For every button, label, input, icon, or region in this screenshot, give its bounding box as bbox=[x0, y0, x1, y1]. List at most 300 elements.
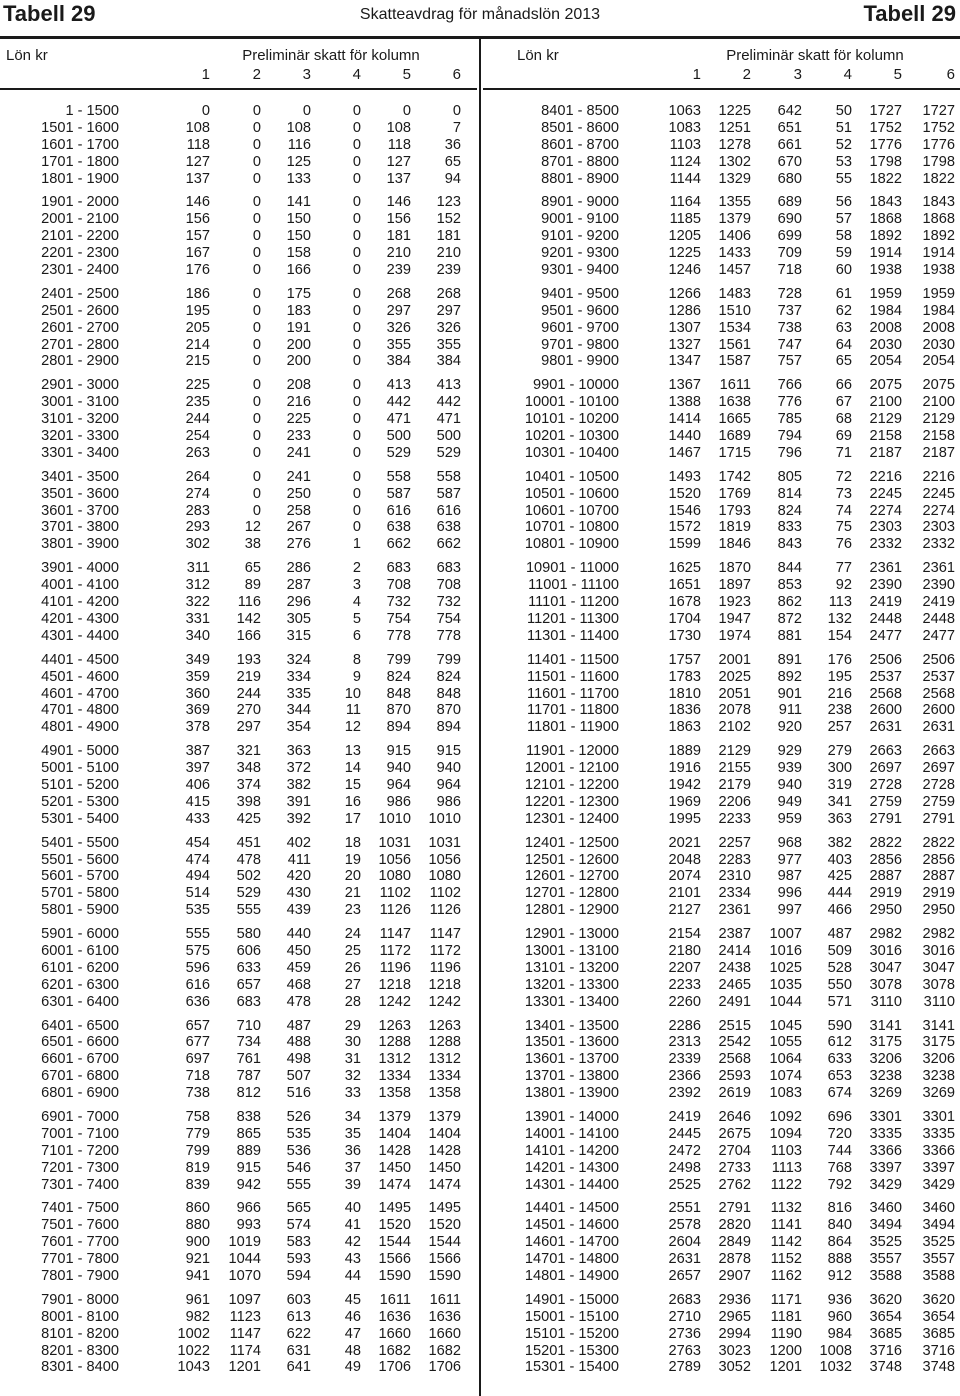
tax-column-6-cell: 2537 bbox=[922, 668, 955, 685]
table-row bbox=[483, 811, 960, 828]
income-range-cell: 9601 - 9700 bbox=[541, 319, 619, 336]
tax-column-3-cell: 766 bbox=[777, 377, 802, 394]
tax-column-1-cell: 195 bbox=[185, 302, 210, 319]
tax-column-3-cell: 718 bbox=[777, 262, 802, 279]
tax-column-4-cell: 60 bbox=[835, 262, 852, 279]
tax-column-6-cell: 587 bbox=[436, 485, 461, 502]
tax-column-6-cell: 2008 bbox=[922, 319, 955, 336]
table-row bbox=[0, 1359, 477, 1376]
tax-column-2-cell: 0 bbox=[252, 302, 261, 319]
tax-column-5-cell: 2030 bbox=[869, 336, 902, 353]
tax-column-5-cell: 824 bbox=[386, 668, 411, 685]
tax-column-6-cell: 3175 bbox=[922, 1034, 955, 1051]
income-range-cell: 11501 - 11600 bbox=[527, 668, 619, 685]
tax-column-5-cell: 1242 bbox=[378, 993, 411, 1010]
tax-column-3-cell: 757 bbox=[777, 353, 802, 370]
tax-column-4-cell: 612 bbox=[827, 1034, 852, 1051]
income-range-cell: 10501 - 10600 bbox=[524, 485, 619, 502]
tax-column-4-cell: 3 bbox=[352, 577, 361, 594]
income-range-cell: 13201 - 13300 bbox=[524, 976, 619, 993]
income-range-cell: 15301 - 15400 bbox=[524, 1359, 619, 1376]
tax-column-2-cell: 865 bbox=[236, 1125, 261, 1142]
tax-column-2-cell: 2878 bbox=[718, 1251, 751, 1268]
tax-column-1-cell: 2551 bbox=[668, 1200, 701, 1217]
tax-column-4-cell: 43 bbox=[344, 1251, 361, 1268]
tax-column-4-cell: 319 bbox=[827, 776, 852, 793]
tax-column-4-cell: 0 bbox=[352, 245, 361, 262]
table-row bbox=[483, 303, 960, 320]
tax-column-3-cell: 141 bbox=[286, 194, 311, 211]
tax-column-6-cell: 1334 bbox=[428, 1068, 461, 1085]
tax-column-1-cell: 2631 bbox=[668, 1251, 701, 1268]
tax-column-1-cell: 1347 bbox=[668, 353, 701, 370]
tax-column-6-cell: 3525 bbox=[922, 1234, 955, 1251]
income-range-cell: 6701 - 6800 bbox=[41, 1068, 119, 1085]
tax-column-5-cell: 1822 bbox=[869, 170, 902, 187]
tax-column-3-cell: 468 bbox=[286, 976, 311, 993]
table-row bbox=[0, 628, 477, 645]
tax-column-3-cell: 1035 bbox=[769, 976, 802, 993]
tax-column-5-cell: 2245 bbox=[869, 485, 902, 502]
tax-column-4-cell: 77 bbox=[835, 560, 852, 577]
income-range-cell: 12401 - 12500 bbox=[524, 834, 619, 851]
tax-column-1-cell: 1286 bbox=[668, 302, 701, 319]
tax-column-4-cell: 792 bbox=[827, 1176, 852, 1193]
tax-column-6-cell: 239 bbox=[436, 262, 461, 279]
income-range-cell: 8601 - 8700 bbox=[541, 136, 619, 153]
tax-column-3-cell: 334 bbox=[286, 668, 311, 685]
tax-column-4-cell: 12 bbox=[344, 719, 361, 736]
tax-column-5-cell: 1892 bbox=[869, 228, 902, 245]
tax-column-1-cell: 1063 bbox=[668, 103, 701, 119]
column-number: 6 bbox=[946, 66, 955, 83]
tax-column-6-cell: 1868 bbox=[922, 211, 955, 228]
tax-column-5-cell: 268 bbox=[386, 285, 411, 302]
tax-column-6-cell: 268 bbox=[436, 285, 461, 302]
table-row bbox=[483, 1268, 960, 1285]
tax-column-6-cell: 1776 bbox=[922, 136, 955, 153]
tax-column-6-cell: 1959 bbox=[922, 285, 955, 302]
table-row bbox=[0, 154, 477, 171]
tax-column-1-cell: 254 bbox=[185, 428, 210, 445]
tax-column-2-cell: 1379 bbox=[718, 211, 751, 228]
tax-column-4-cell: 17 bbox=[344, 810, 361, 827]
tax-column-4-cell: 10 bbox=[344, 685, 361, 702]
tax-column-label: Preliminär skatt för kolumn bbox=[242, 47, 420, 64]
tax-column-5-cell: 1126 bbox=[379, 902, 411, 919]
tax-column-6-cell: 3269 bbox=[922, 1085, 955, 1102]
tax-column-5-cell: 1727 bbox=[869, 103, 902, 119]
row-group bbox=[0, 286, 477, 370]
tax-column-1-cell: 1083 bbox=[668, 119, 701, 136]
tax-column-4-cell: 912 bbox=[827, 1268, 852, 1284]
document-title: Skatteavdrag för månadslön 2013 bbox=[359, 6, 601, 23]
income-range-cell: 5501 - 5600 bbox=[41, 851, 119, 868]
tax-column-2-cell: 0 bbox=[252, 485, 261, 502]
tax-column-4-cell: 13 bbox=[344, 743, 361, 760]
tax-column-3-cell: 200 bbox=[286, 353, 311, 370]
income-range-cell: 12701 - 12800 bbox=[524, 885, 619, 902]
tax-column-6-cell: 94 bbox=[444, 170, 461, 187]
tax-column-4-cell: 65 bbox=[835, 353, 852, 370]
income-range-cell: 11001 - 11100 bbox=[528, 577, 619, 594]
tax-column-6-cell: 2303 bbox=[922, 519, 955, 536]
tax-column-5-cell: 2663 bbox=[869, 743, 902, 760]
table-row bbox=[483, 1359, 960, 1376]
tax-column-3-cell: 459 bbox=[286, 959, 311, 976]
income-range-cell: 8201 - 8300 bbox=[41, 1342, 119, 1359]
income-range-cell: 12901 - 13000 bbox=[524, 926, 619, 943]
tax-column-2-cell: 12 bbox=[244, 519, 261, 536]
tax-column-2-cell: 1123 bbox=[229, 1308, 261, 1325]
tax-column-1-cell: 1969 bbox=[668, 793, 701, 810]
income-range-cell: 10901 - 11000 bbox=[525, 560, 619, 577]
table-row bbox=[0, 377, 477, 394]
table-row bbox=[0, 1051, 477, 1068]
tax-column-4-cell: 960 bbox=[827, 1308, 852, 1325]
tax-column-1-cell: 880 bbox=[185, 1217, 210, 1234]
table-row bbox=[483, 868, 960, 885]
tax-column-6-cell: 3206 bbox=[922, 1051, 955, 1068]
tax-column-4-cell: 75 bbox=[835, 519, 852, 536]
tax-column-6-cell: 1126 bbox=[429, 902, 461, 919]
table-row bbox=[0, 469, 477, 486]
table-row bbox=[483, 428, 960, 445]
tax-column-5-cell: 1010 bbox=[378, 810, 411, 827]
row-group bbox=[483, 560, 960, 644]
tax-column-6-cell: 2568 bbox=[922, 685, 955, 702]
table-row bbox=[483, 760, 960, 777]
tax-column-4-cell: 816 bbox=[827, 1200, 852, 1217]
income-range-cell: 8701 - 8800 bbox=[541, 153, 619, 170]
tax-column-4-cell: 5 bbox=[352, 610, 361, 627]
tax-column-6-cell: 3238 bbox=[922, 1068, 955, 1085]
tax-column-2-cell: 2361 bbox=[718, 902, 751, 919]
tax-column-2-cell: 297 bbox=[236, 719, 261, 736]
tax-column-5-cell: 3494 bbox=[869, 1217, 902, 1234]
tax-column-2-cell: 0 bbox=[252, 285, 261, 302]
tax-column-6-cell: 1566 bbox=[428, 1251, 461, 1268]
tax-column-1-cell: 2789 bbox=[668, 1359, 701, 1376]
tax-column-4-cell: 62 bbox=[835, 302, 852, 319]
tax-column-3-cell: 536 bbox=[286, 1142, 311, 1159]
tax-column-5-cell: 2274 bbox=[869, 502, 902, 519]
tax-column-4-cell: 26 bbox=[344, 959, 361, 976]
tax-column-5-cell: 108 bbox=[386, 119, 411, 136]
tax-column-3-cell: 594 bbox=[286, 1268, 311, 1284]
tax-column-2-cell: 529 bbox=[236, 885, 261, 902]
tax-column-1-cell: 2260 bbox=[668, 993, 701, 1010]
tax-column-2-cell: 1665 bbox=[718, 411, 751, 428]
tax-column-6-cell: 1682 bbox=[428, 1342, 461, 1359]
income-range-cell: 3701 - 3800 bbox=[41, 519, 119, 536]
table-row bbox=[483, 885, 960, 902]
tax-column-2-cell: 0 bbox=[252, 245, 261, 262]
tax-column-3-cell: 392 bbox=[286, 810, 311, 827]
tax-column-2-cell: 2179 bbox=[718, 776, 751, 793]
tax-column-4-cell: 31 bbox=[344, 1051, 361, 1068]
tax-column-2-cell: 2310 bbox=[718, 868, 751, 885]
tax-column-3-cell: 225 bbox=[286, 411, 311, 428]
tax-column-3-cell: 641 bbox=[286, 1359, 311, 1376]
tax-column-1-cell: 555 bbox=[185, 926, 210, 943]
tax-column-3-cell: 535 bbox=[286, 1125, 311, 1142]
tax-column-3-cell: 1181 bbox=[770, 1308, 802, 1325]
tax-column-1-cell: 118 bbox=[186, 136, 210, 153]
tax-column-6-cell: 1843 bbox=[922, 194, 955, 211]
income-range-cell: 2701 - 2800 bbox=[41, 336, 119, 353]
tax-column-6-cell: 2728 bbox=[922, 776, 955, 793]
tax-column-6-cell: 3557 bbox=[922, 1251, 955, 1268]
tax-column-2-cell: 1819 bbox=[718, 519, 751, 536]
tax-column-1-cell: 214 bbox=[185, 336, 210, 353]
tax-column-5-cell: 3685 bbox=[869, 1325, 902, 1342]
tax-column-3-cell: 929 bbox=[777, 743, 802, 760]
tax-column-1-cell: 636 bbox=[185, 993, 210, 1010]
income-range-cell: 9401 - 9500 bbox=[541, 285, 619, 302]
tax-column-3-cell: 949 bbox=[777, 793, 802, 810]
tax-column-2-cell: 1947 bbox=[718, 610, 751, 627]
tax-column-3-cell: 250 bbox=[286, 485, 311, 502]
tax-column-6-cell: 1520 bbox=[428, 1217, 461, 1234]
table-row bbox=[483, 469, 960, 486]
table-row bbox=[483, 852, 960, 869]
tax-column-6-cell: 2982 bbox=[922, 926, 955, 943]
income-range-cell: 4301 - 4400 bbox=[41, 627, 119, 644]
income-range-cell: 11101 - 11200 bbox=[528, 594, 619, 611]
income-range-cell: 13901 - 14000 bbox=[524, 1108, 619, 1125]
tax-column-3-cell: 267 bbox=[286, 519, 311, 536]
row-group bbox=[483, 1200, 960, 1284]
table-row bbox=[483, 611, 960, 628]
tax-column-3-cell: 526 bbox=[286, 1108, 311, 1125]
table-row bbox=[0, 1268, 477, 1285]
tax-column-3-cell: 133 bbox=[286, 170, 311, 187]
tax-column-2-cell: 580 bbox=[236, 926, 261, 943]
tax-column-3-cell: 593 bbox=[286, 1251, 311, 1268]
tax-column-5-cell: 2448 bbox=[869, 610, 902, 627]
tax-column-5-cell: 1288 bbox=[378, 1034, 411, 1051]
table-row bbox=[483, 594, 960, 611]
tax-column-2-cell: 787 bbox=[236, 1068, 261, 1085]
tax-column-5-cell: 1636 bbox=[378, 1308, 411, 1325]
tax-column-2-cell: 1251 bbox=[718, 119, 751, 136]
table-row bbox=[0, 611, 477, 628]
tax-column-6-cell: 3654 bbox=[922, 1308, 955, 1325]
income-range-cell: 14401 - 14500 bbox=[524, 1200, 619, 1217]
column-header-row bbox=[0, 39, 477, 64]
tax-column-2-cell: 478 bbox=[236, 851, 261, 868]
income-range-cell: 4501 - 4600 bbox=[41, 668, 119, 685]
tax-column-5-cell: 146 bbox=[386, 194, 411, 211]
tax-column-1-cell: 2419 bbox=[668, 1108, 701, 1125]
tax-column-1-cell: 176 bbox=[185, 262, 210, 279]
tax-column-2-cell: 2733 bbox=[718, 1159, 751, 1176]
column-number: 3 bbox=[793, 66, 802, 83]
income-range-cell: 1601 - 1700 bbox=[41, 136, 119, 153]
tax-column-1-cell: 1414 bbox=[668, 411, 701, 428]
tax-column-6-cell: 683 bbox=[436, 560, 461, 577]
tax-column-4-cell: 444 bbox=[827, 885, 852, 902]
tax-column-3-cell: 613 bbox=[286, 1308, 311, 1325]
table-row bbox=[0, 1085, 477, 1102]
tax-column-5-cell: 2856 bbox=[869, 851, 902, 868]
income-range-cell: 15101 - 15200 bbox=[524, 1325, 619, 1342]
tax-column-6-cell: 0 bbox=[452, 103, 461, 119]
tax-column-6-cell: 799 bbox=[436, 651, 461, 668]
tax-column-2-cell: 1278 bbox=[718, 136, 751, 153]
tax-column-3-cell: 709 bbox=[777, 245, 802, 262]
tax-column-6-cell: 2950 bbox=[922, 902, 955, 919]
tax-column-2-cell: 657 bbox=[236, 976, 261, 993]
tax-column-3-cell: 892 bbox=[777, 668, 802, 685]
row-group bbox=[0, 652, 477, 736]
tax-column-1-cell: 2021 bbox=[668, 834, 701, 851]
income-range-cell: 3501 - 3600 bbox=[41, 485, 119, 502]
table-row bbox=[0, 669, 477, 686]
tax-column-6-cell: 1428 bbox=[428, 1142, 461, 1159]
tax-column-6-cell: 3429 bbox=[922, 1176, 955, 1193]
column-number: 2 bbox=[742, 66, 751, 83]
tax-column-1-cell: 1185 bbox=[669, 211, 701, 228]
table-row bbox=[0, 1200, 477, 1217]
tax-column-3-cell: 661 bbox=[777, 136, 802, 153]
table-row bbox=[483, 943, 960, 960]
tax-column-1-cell: 264 bbox=[185, 468, 210, 485]
tax-column-1-cell: 1043 bbox=[177, 1359, 210, 1376]
tax-column-5-cell: 1172 bbox=[379, 942, 411, 959]
income-range-cell: 11601 - 11700 bbox=[527, 685, 619, 702]
tax-column-5-cell: 638 bbox=[386, 519, 411, 536]
tax-column-1-cell: 397 bbox=[185, 760, 210, 777]
income-range-cell: 7601 - 7700 bbox=[41, 1234, 119, 1251]
tax-column-4-cell: 0 bbox=[352, 136, 361, 153]
income-range-cell: 11901 - 12000 bbox=[525, 743, 619, 760]
income-range-cell: 3001 - 3100 bbox=[41, 394, 119, 411]
row-group bbox=[0, 743, 477, 827]
tax-column-5-cell: 1843 bbox=[869, 194, 902, 211]
tax-column-6-cell: 3366 bbox=[922, 1142, 955, 1159]
tax-column-1-cell: 263 bbox=[185, 444, 210, 461]
tax-column-5-cell: 1312 bbox=[378, 1051, 411, 1068]
income-range-cell: 6301 - 6400 bbox=[41, 993, 119, 1010]
tax-column-3-cell: 1055 bbox=[769, 1034, 802, 1051]
column-number: 2 bbox=[252, 66, 261, 83]
tax-column-2-cell: 1147 bbox=[229, 1325, 261, 1342]
income-range-cell: 9501 - 9600 bbox=[541, 302, 619, 319]
tax-column-1-cell: 900 bbox=[185, 1234, 210, 1251]
tax-column-5-cell: 2568 bbox=[869, 685, 902, 702]
tax-column-2-cell: 0 bbox=[252, 119, 261, 136]
tax-column-2-cell: 2820 bbox=[718, 1217, 751, 1234]
income-range-cell: 12001 - 12100 bbox=[524, 760, 619, 777]
tax-column-3-cell: 891 bbox=[777, 651, 802, 668]
tax-column-1-cell: 596 bbox=[185, 959, 210, 976]
tax-column-5-cell: 156 bbox=[386, 211, 411, 228]
tax-column-1-cell: 474 bbox=[185, 851, 210, 868]
tax-column-5-cell: 1520 bbox=[378, 1217, 411, 1234]
tax-column-2-cell: 0 bbox=[252, 103, 261, 119]
tax-column-1-cell: 1916 bbox=[668, 760, 701, 777]
tax-column-1-cell: 982 bbox=[185, 1308, 210, 1325]
table-row bbox=[483, 1126, 960, 1143]
tax-column-3-cell: 175 bbox=[286, 285, 311, 302]
table-row bbox=[0, 1309, 477, 1326]
tax-column-5-cell: 3016 bbox=[869, 942, 902, 959]
tax-column-4-cell: 18 bbox=[344, 834, 361, 851]
tax-column-5-cell: 1450 bbox=[378, 1159, 411, 1176]
tax-column-4-cell: 279 bbox=[827, 743, 852, 760]
table-row bbox=[0, 194, 477, 211]
table-row bbox=[0, 577, 477, 594]
tax-column-4-cell: 49 bbox=[344, 1359, 361, 1376]
table-row bbox=[483, 211, 960, 228]
tax-column-5-cell: 1080 bbox=[378, 868, 411, 885]
table-row bbox=[0, 503, 477, 520]
tax-column-4-cell: 9 bbox=[352, 668, 361, 685]
income-range-cell: 6001 - 6100 bbox=[41, 942, 119, 959]
table-row bbox=[0, 760, 477, 777]
tax-column-4-cell: 15 bbox=[344, 776, 361, 793]
income-range-cell: 4601 - 4700 bbox=[41, 685, 119, 702]
tax-column-3-cell: 158 bbox=[286, 245, 311, 262]
tax-column-6-cell: 2791 bbox=[922, 810, 955, 827]
tax-column-4-cell: 0 bbox=[352, 103, 361, 119]
tax-column-2-cell: 1329 bbox=[718, 170, 751, 187]
income-range-cell: 7301 - 7400 bbox=[41, 1176, 119, 1193]
tax-column-3-cell: 354 bbox=[286, 719, 311, 736]
tax-column-2-cell: 1044 bbox=[228, 1251, 261, 1268]
income-range-cell: 15001 - 15100 bbox=[524, 1308, 619, 1325]
tax-column-3-cell: 959 bbox=[777, 810, 802, 827]
tax-column-6-cell: 2054 bbox=[922, 353, 955, 370]
tax-column-6-cell: 1892 bbox=[922, 228, 955, 245]
tax-column-3-cell: 574 bbox=[286, 1217, 311, 1234]
tax-column-3-cell: 287 bbox=[286, 577, 311, 594]
tax-column-6-cell: 1798 bbox=[922, 153, 955, 170]
tax-column-3-cell: 200 bbox=[286, 336, 311, 353]
tax-column-5-cell: 384 bbox=[386, 353, 411, 370]
tax-column-4-cell: 37 bbox=[344, 1159, 361, 1176]
column-number: 3 bbox=[302, 66, 311, 83]
table-row bbox=[0, 303, 477, 320]
tax-column-3-cell: 872 bbox=[777, 610, 802, 627]
tax-column-4-cell: 32 bbox=[344, 1068, 361, 1085]
table-row bbox=[483, 137, 960, 154]
tax-column-6-cell: 2075 bbox=[922, 377, 955, 394]
tax-column-4-cell: 23 bbox=[344, 902, 361, 919]
tax-column-1-cell: 2233 bbox=[668, 976, 701, 993]
tax-column-5-cell: 1379 bbox=[378, 1108, 411, 1125]
tax-column-2-cell: 838 bbox=[236, 1108, 261, 1125]
income-range-cell: 2101 - 2200 bbox=[41, 228, 119, 245]
tax-column-1-cell: 302 bbox=[185, 536, 210, 553]
column-number: 4 bbox=[843, 66, 852, 83]
tax-column-4-cell: 0 bbox=[352, 411, 361, 428]
tax-column-3-cell: 108 bbox=[286, 119, 311, 136]
tax-column-1-cell: 2763 bbox=[668, 1342, 701, 1359]
tax-column-2-cell: 89 bbox=[244, 577, 261, 594]
tax-column-4-cell: 984 bbox=[827, 1325, 852, 1342]
tax-column-4-cell: 39 bbox=[344, 1176, 361, 1193]
tax-column-2-cell: 1406 bbox=[718, 228, 751, 245]
table-row bbox=[0, 1034, 477, 1051]
income-column-label: Lön kr bbox=[6, 47, 48, 64]
tax-column-5-cell: 326 bbox=[386, 319, 411, 336]
tax-column-5-cell: 3460 bbox=[869, 1200, 902, 1217]
tax-column-2-cell: 244 bbox=[236, 685, 261, 702]
income-range-cell: 3801 - 3900 bbox=[41, 536, 119, 553]
